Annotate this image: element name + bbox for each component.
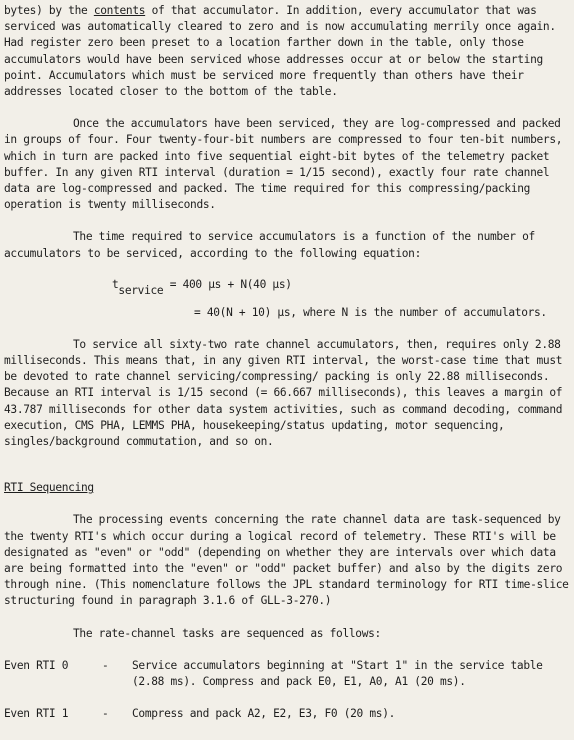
sequence-item-even-rti-1: Even RTI 1 - Compress and pack A2, E2, E3, F0 (20 ms). bbox=[4, 707, 396, 721]
equation-line-1: tservice = 400 µs + N(40 µs) bbox=[112, 277, 292, 297]
paragraph-rti-sequencing: The processing events concerning the rate channel data are task-sequenced by the twenty RTI's which occur during a logical record of telemetry. These RTI's will be designated as "even" or "odd" (depending on whether they are intervals over which data are being formatted into the "even" or "odd" packet buffer) and also by the digits zero through nine. (This nomenclature follows the JPL standard terminology for RTI time-slice structuring found in paragraph 3.1.6 of GLL-3-270.) bbox=[4, 513, 569, 608]
paragraph-margin: To service all sixty-two rate channel accumulators, then, requires only 2.88 milliseconds. This means that, in any given RTI interval, the worst-case time that must be devoted to rate channel servicing/compressing/ packing is only 22.88 milliseconds. Because an RTI interval is 1/15 second (= 66.667 milliseconds), this leaves a margin of 43.787 milliseconds for other data system activities, such as command decoding, command execution, CMS PHA, LEMMS PHA, housekeeping/status updating, motor sequencing, singles/background commutation, and so on. bbox=[4, 337, 563, 449]
sequence-item-even-rti-0: Even RTI 0 - Service accumulators beginning at "Start 1" in the service table (2.88 ms). Compress and pack E0, E1, A0, A1 (20 ms). bbox=[4, 658, 543, 689]
section-heading: RTI Sequencing bbox=[4, 481, 94, 495]
equation-subscript: service bbox=[118, 283, 164, 297]
equation-line-2: = 40(N + 10) µs, where N is the number of accumulators. bbox=[194, 305, 547, 319]
paragraph-service-time: The time required to service accumulators is a function of the number of accumulators to be serviced, according to the following equation: bbox=[4, 230, 535, 260]
paragraph-log-compression: Once the accumulators have been serviced, they are log-compressed and packed in groups of four. Four twenty-four-bit numbers are compressed to four ten-bit numbers, which in turn are packed into five sequential eight-bit bytes of the telemetry packet buffer. In any given RTI interval (duration = 1/15 second), exactly four rate channel data are log-compressed and packed. The time required for this compressing/packing operation is twenty milliseconds. bbox=[4, 117, 563, 212]
paragraph-sequence-intro: The rate-channel tasks are sequenced as follows: bbox=[73, 626, 381, 640]
paragraph-accumulator-contents: bytes) by the contents of that accumulator. In addition, every accumulator that was serviced was automatically cleared to zero and is now accumulating merrily once again. Had register zero been preset to a location farther down in the table, only those accumulators would have been serviced whose addresses occur at or below the starting point. Accumulators which must be serviced more frequently than others have their addresses located closer to the bottom of the table. bbox=[4, 4, 556, 99]
document-page bbox=[4, 3, 570, 723]
underlined-contents: contents bbox=[93, 4, 146, 17]
